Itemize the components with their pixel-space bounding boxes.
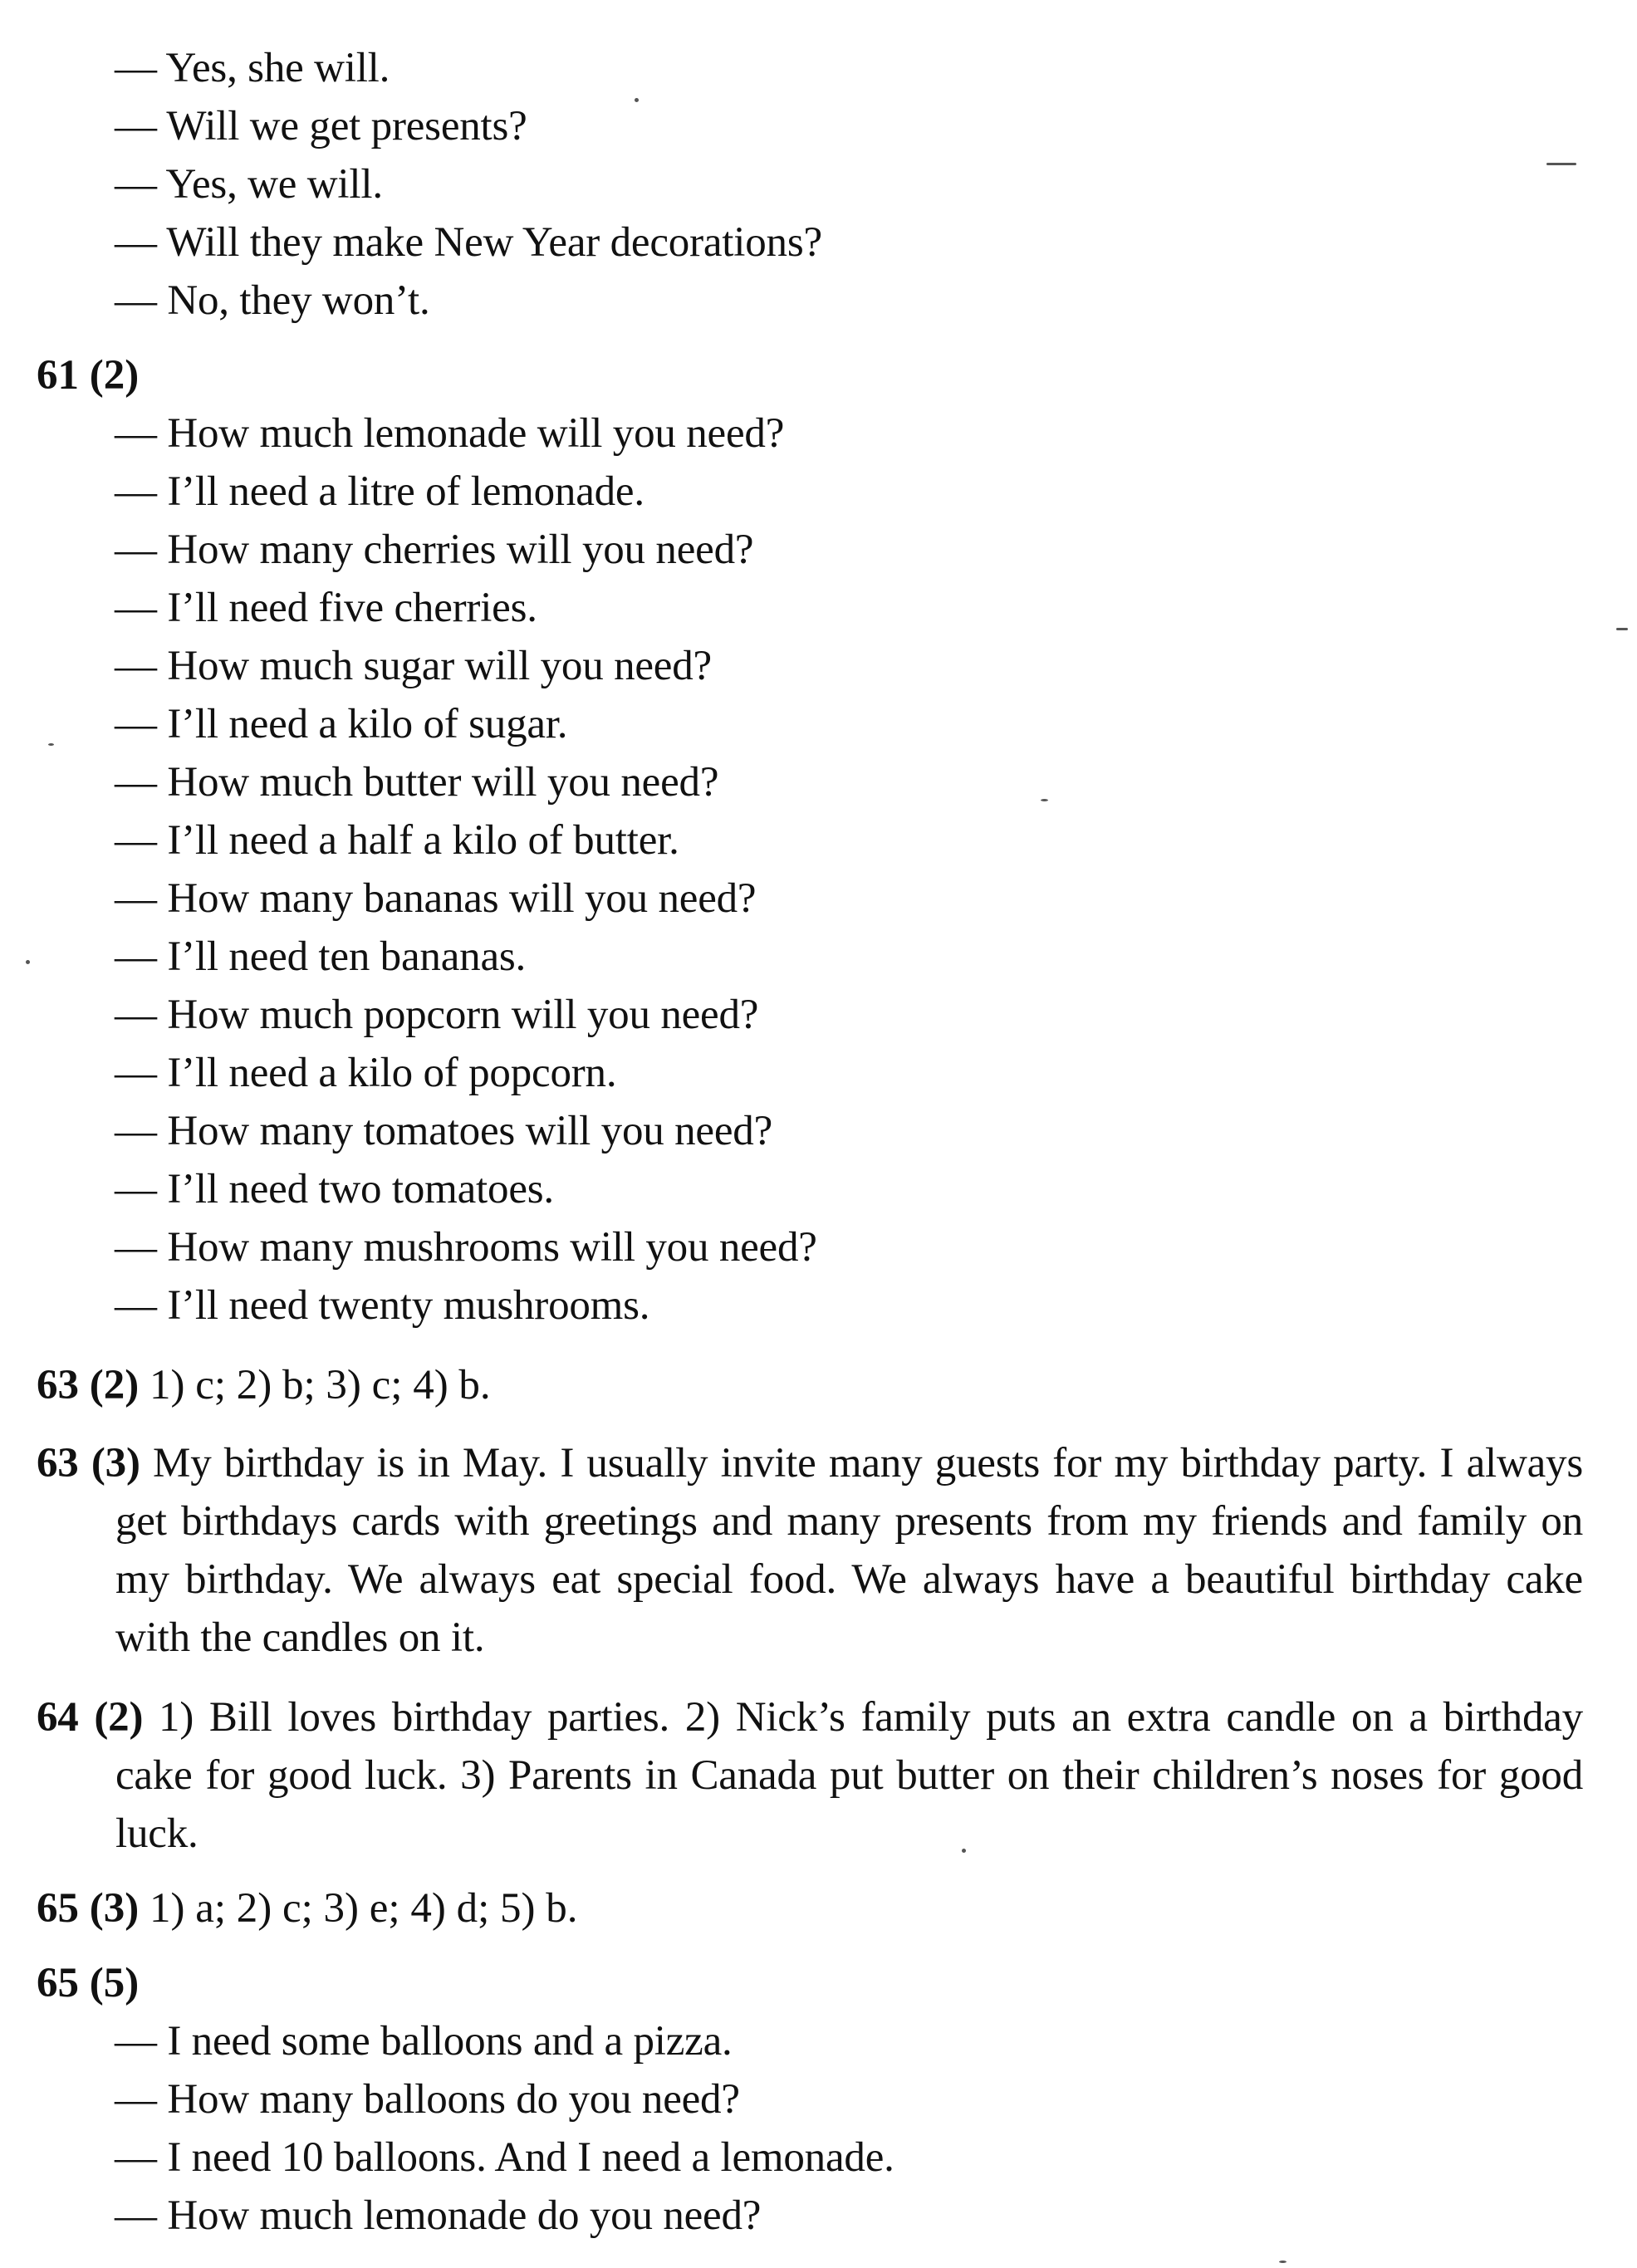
dialogue-line: — I’ll need a kilo of popcorn. xyxy=(115,1050,617,1096)
scan-speck xyxy=(1546,163,1576,165)
dialogue-line: — Yes, she will. xyxy=(115,45,390,91)
exercise-answer-text: 1) a; 2) c; 3) e; 4) d; 5) b. xyxy=(139,1885,578,1932)
dialogue-line: — How much sugar will you need? xyxy=(115,643,712,689)
exercise-number: 63 (2) xyxy=(37,1362,140,1408)
dialogue-line: — How much popcorn will you need? xyxy=(115,992,759,1038)
dialogue-line: — I need some balloons and a pizza. xyxy=(115,2018,733,2065)
dialogue-line: — How many cherries will you need? xyxy=(115,527,754,573)
exercise-number: 64 (2) xyxy=(37,1694,144,1741)
dialogue-line: — I’ll need a litre of lemonade. xyxy=(115,468,645,515)
scan-speck xyxy=(26,960,30,964)
dialogue-line: — How many tomatoes will you need? xyxy=(115,1108,773,1154)
dialogue-line: — How many bananas will you need? xyxy=(115,875,757,922)
scan-speck xyxy=(1616,628,1628,630)
scan-speck xyxy=(635,98,639,102)
dialogue-line: — No, they won’t. xyxy=(115,277,430,324)
exercise-answer-63-3 xyxy=(37,1434,1583,1667)
exercise-answer-63-2 xyxy=(37,1359,491,1411)
scan-speck xyxy=(1279,2261,1287,2263)
dialogue-line: — I’ll need a half a kilo of butter. xyxy=(115,817,679,864)
exercise-answer-text: My birthday is in May. I usually invite many guests for my birthday party. I always get birthdays cards with greetings and many presents from my friends and family on my birthday. We always eat special food. We always have a beautiful birthday cake with the candles on it. xyxy=(115,1440,1583,1661)
exercise-answer-text: 1) c; 2) b; 3) c; 4) b. xyxy=(139,1362,491,1408)
dialogue-line: — I need 10 balloons. And I need a lemonade. xyxy=(115,2134,894,2181)
dialogue-line: — I’ll need twenty mushrooms. xyxy=(115,1282,650,1329)
dialogue-line: — How many balloons do you need? xyxy=(115,2076,740,2123)
exercise-number: 61 (2) xyxy=(37,352,140,399)
scan-speck xyxy=(1041,799,1048,801)
dialogue-line: — How much lemonade do you need? xyxy=(115,2192,762,2239)
dialogue-line: — I’ll need ten bananas. xyxy=(115,933,527,980)
dialogue-line: — How much butter will you need? xyxy=(115,759,719,806)
dialogue-line: — I’ll need two tomatoes. xyxy=(115,1166,554,1212)
dialogue-line: — I’ll need five cherries. xyxy=(115,585,537,631)
exercise-answer-64-2 xyxy=(37,1688,1583,1863)
exercise-number: 63 (3) xyxy=(37,1440,140,1487)
dialogue-line: — How many mushrooms will you need? xyxy=(115,1224,817,1271)
exercise-answer-text: 1) Bill loves birthday parties. 2) Nick’s family puts an extra candle on a birthday cake for good luck. 3) Parents in Canada put butter on their children’s noses for good luck. xyxy=(115,1694,1583,1857)
dialogue-line: — Will we get presents? xyxy=(115,103,527,149)
dialogue-line: — I’ll need a kilo of sugar. xyxy=(115,701,568,747)
exercise-number: 65 (3) xyxy=(37,1885,140,1932)
dialogue-line: — How much lemonade will you need? xyxy=(115,410,785,457)
scan-speck xyxy=(962,1849,966,1853)
dialogue-line: — Yes, we will. xyxy=(115,161,383,208)
exercise-number: 65 (5) xyxy=(37,1960,140,2006)
dialogue-line: — Will they make New Year decorations? xyxy=(115,219,822,266)
exercise-answer-65-3 xyxy=(37,1883,577,1934)
scan-speck xyxy=(48,743,54,746)
